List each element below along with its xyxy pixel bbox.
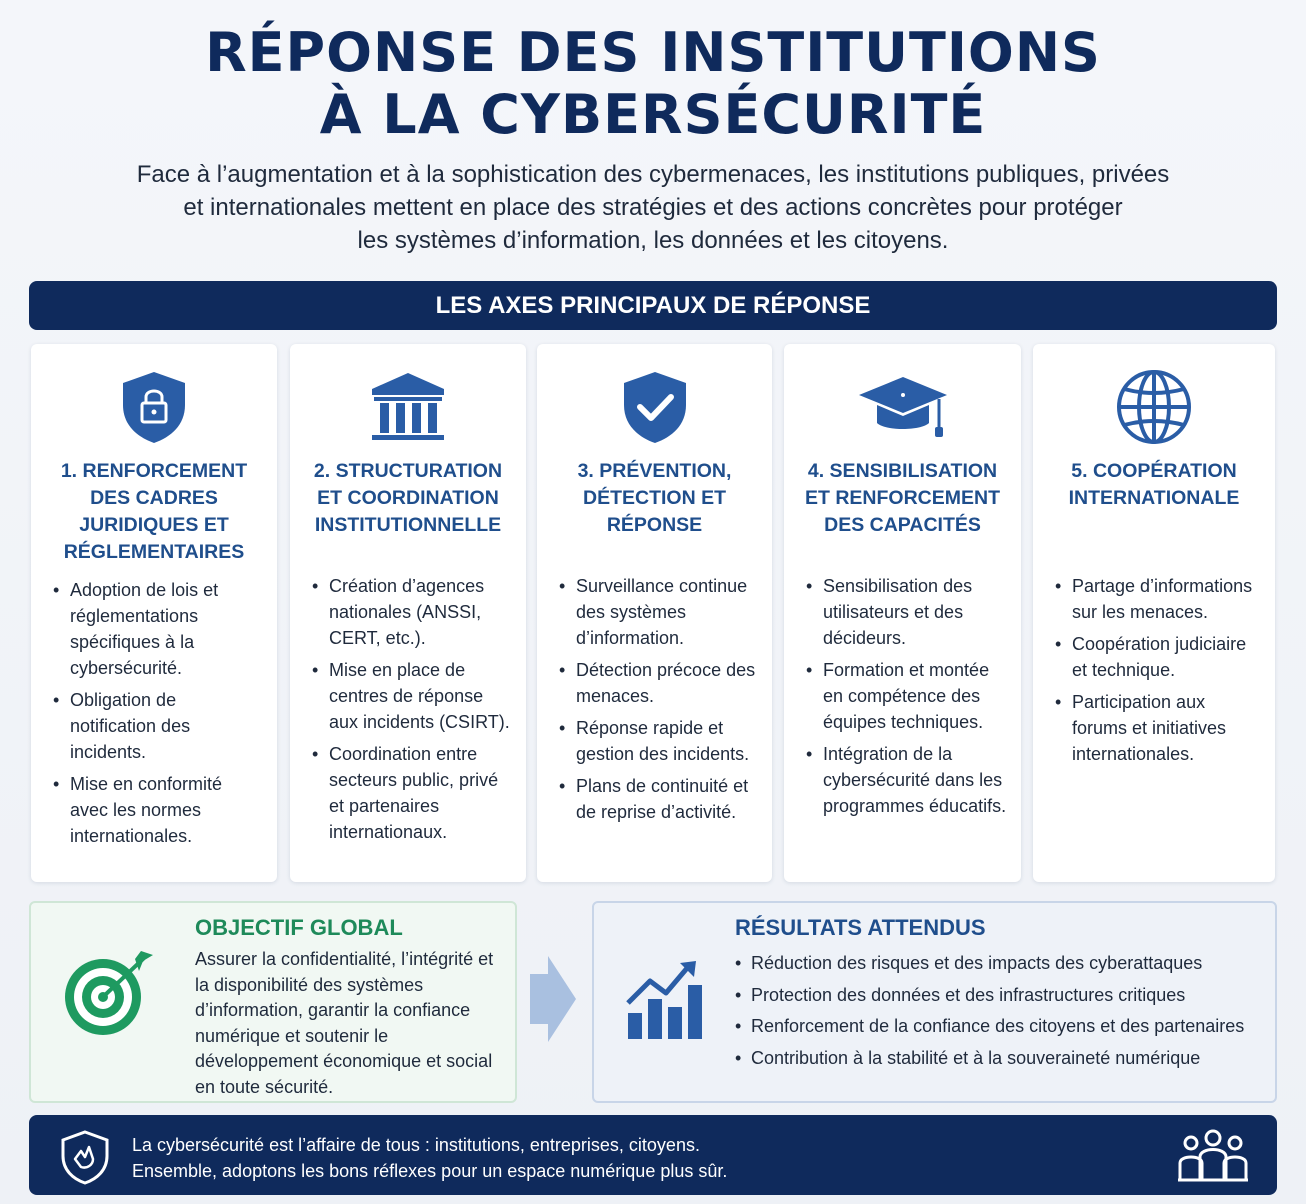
axis-card-4-title: [794, 458, 1011, 539]
axis-card-1-list: [53, 577, 265, 855]
axis-card-5-list: [1055, 573, 1263, 773]
resultats-panel: [592, 901, 1277, 1103]
list-item: • Réponse rapide et gestion des incidents.: [559, 715, 760, 767]
list-item: • Coopération judiciaire et technique.: [1055, 631, 1263, 683]
footer-text: [132, 1132, 727, 1184]
axis-card-3: [537, 344, 772, 882]
objectif-text: Assurer la confidentialité, l’intégrité et la disponibilité des systèmes d’information, garantir la confiance numérique et soutenir le développement économique et social en toute sécurité.: [195, 949, 494, 1097]
axis-card-1-title-line: DES CADRES: [90, 487, 218, 509]
axis-card-4-list: [806, 573, 1009, 825]
axes-banner: [29, 281, 1277, 330]
axis-card-2-title-line: 2. STRUCTURATION: [313, 460, 503, 482]
axis-card-2-title: [300, 458, 516, 539]
resultats-list: [735, 948, 1265, 1074]
footer-banner: [29, 1115, 1277, 1195]
list-item: • Contribution à la stabilité et à la souveraineté numérique: [735, 1043, 1265, 1075]
axis-card-1-title: [41, 458, 267, 566]
list-item: • Sensibilisation des utilisateurs et des décideurs.: [806, 573, 1009, 651]
target-icon: [61, 947, 157, 1043]
axis-card-3-title-line: 3. PRÉVENTION,: [577, 460, 732, 482]
list-item: • Détection précoce des menaces.: [559, 657, 760, 709]
list-item: • Intégration de la cybersécurité dans les programmes éducatifs.: [806, 741, 1009, 819]
footer-line-2: Ensemble, adoptons les bons réflexes pour un espace numérique plus sûr.: [132, 1161, 728, 1181]
axes-banner-label: LES AXES PRINCIPAUX DE RÉPONSE: [435, 291, 871, 319]
axis-card-1-title-line: RÉGLEMENTAIRES: [63, 541, 245, 563]
list-item: • Coordination entre secteurs public, privé et partenaires internationaux.: [312, 741, 514, 845]
axis-card-5-title-line: INTERNATIONALE: [1068, 487, 1240, 509]
title-line-2: À LA CYBERSÉCURITÉ: [319, 83, 987, 146]
resultats-title: RÉSULTATS ATTENDUS: [735, 915, 986, 940]
axis-card-3-title: [547, 458, 762, 539]
institution-icon: [290, 360, 526, 454]
list-item: • Formation et montée en compétence des équipes techniques.: [806, 657, 1009, 735]
list-item: • Protection des données et des infrastructures critiques: [735, 980, 1265, 1012]
shield-hand-icon: [59, 1129, 111, 1185]
axis-card-4-title-line: DES CAPACITÉS: [824, 514, 981, 536]
shield-check-icon: [537, 360, 772, 454]
axis-card-5-title: [1043, 458, 1265, 512]
axis-card-1-title-line: JURIDIQUES ET: [79, 514, 229, 536]
intro-line-1: Face à l’augmentation et à la sophistication des cybermenaces, les institutions publiques, privées: [136, 161, 1170, 188]
list-item: • Création d’agences nationales (ANSSI, CERT, etc.).: [312, 573, 514, 651]
axis-card-5-title-line: 5. COOPÉRATION: [1071, 460, 1237, 482]
axis-card-2-title-line: INSTITUTIONNELLE: [314, 514, 502, 536]
axis-card-2: [290, 344, 526, 882]
page-title: [0, 22, 1306, 146]
list-item: • Surveillance continue des systèmes d’information.: [559, 573, 760, 651]
list-item: • Mise en place de centres de réponse aux incidents (CSIRT).: [312, 657, 514, 735]
list-item: • Plans de continuité et de reprise d’activité.: [559, 773, 760, 825]
list-item: • Mise en conformité avec les normes internationales.: [53, 771, 265, 849]
axis-card-4-title-line: 4. SENSIBILISATION: [807, 460, 998, 482]
objectif-panel: [29, 901, 517, 1103]
people-group-icon: [1177, 1129, 1249, 1183]
list-item: • Obligation de notification des incidents.: [53, 687, 265, 765]
axis-card-3-list: [559, 573, 760, 831]
objectif-title: OBJECTIF GLOBAL: [195, 915, 403, 940]
list-item: • Adoption de lois et réglementations spécifiques à la cybersécurité.: [53, 577, 265, 681]
growth-chart-icon: [624, 959, 706, 1043]
axis-card-1-title-line: 1. RENFORCEMENT: [60, 460, 248, 482]
intro-line-2: et internationales mettent en place des stratégies et des actions concrètes pour protéger: [183, 194, 1123, 221]
title-line-1: RÉPONSE DES INSTITUTIONS: [205, 21, 1101, 84]
list-item: • Réduction des risques et des impacts des cyberattaques: [735, 948, 1265, 980]
axis-card-1: [31, 344, 277, 882]
list-item: • Participation aux forums et initiatives internationales.: [1055, 689, 1263, 767]
axis-card-2-list: [312, 573, 514, 851]
intro-line-3: les systèmes d’information, les données et les citoyens.: [357, 227, 949, 254]
arrow-right-icon: [528, 954, 578, 1044]
globe-icon: [1033, 360, 1275, 454]
axis-card-3-title-line: DÉTECTION ET: [582, 487, 726, 509]
intro-text: [100, 158, 1206, 257]
axis-card-2-title-line: ET COORDINATION: [317, 487, 499, 509]
shield-lock-icon: [31, 360, 277, 454]
axis-card-5: [1033, 344, 1275, 882]
footer-line-1: La cybersécurité est l’affaire de tous : institutions, entreprises, citoyens.: [132, 1135, 700, 1155]
axis-card-4-title-line: ET RENFORCEMENT: [805, 487, 1000, 509]
list-item: • Renforcement de la confiance des citoyens et des partenaires: [735, 1011, 1265, 1043]
axis-card-4: [784, 344, 1021, 882]
axis-card-3-title-line: RÉPONSE: [606, 514, 703, 536]
graduation-cap-icon: [784, 360, 1021, 454]
list-item: • Partage d’informations sur les menaces.: [1055, 573, 1263, 625]
